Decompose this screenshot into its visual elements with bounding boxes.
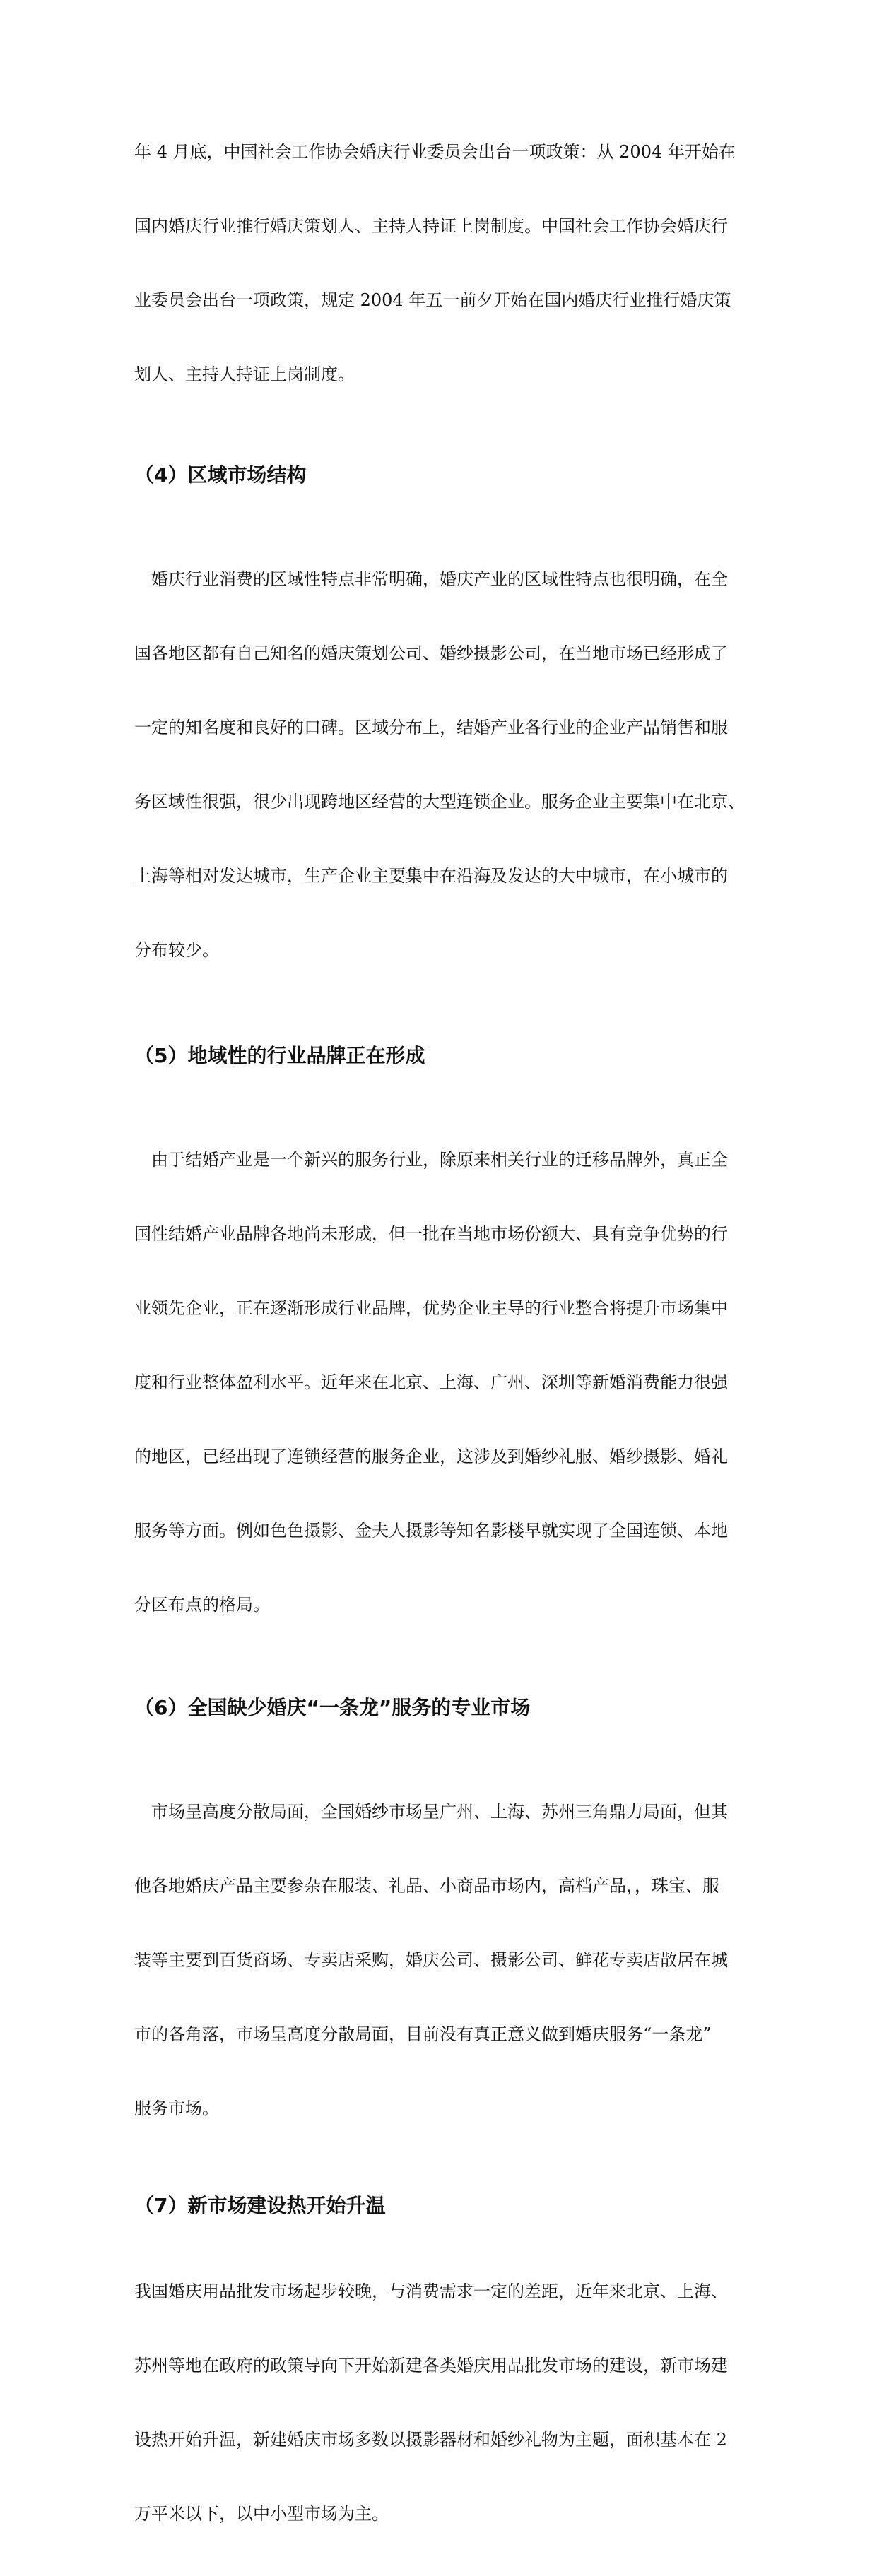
section-heading-4: （4）区域市场结构 — [134, 463, 307, 487]
text-line: 由于结婚产业是一个新兴的服务行业，除原来相关行业的迁移品牌外，真正全 — [134, 1150, 728, 1170]
text-line: 业领先企业，正在逐渐形成行业品牌，优势企业主导的行业整合将提升市场集中 — [134, 1298, 728, 1318]
section-4-paragraph — [134, 518, 756, 1012]
section-heading-5: （5）地域性的行业品牌正在形成 — [134, 1044, 425, 1067]
text-line: 市场呈高度分散局面，全国婚纱市场呈广州、上海、苏州三角鼎力局面，但其 — [134, 1802, 728, 1822]
text-line: 上海等相对发达城市，生产企业主要集中在沿海及发达的大中城市，在小城市的 — [134, 866, 728, 886]
text-line: 国内婚庆行业推行婚庆策划人、主持人持证上岗制度。中国社会工作协会婚庆行 — [134, 216, 728, 236]
text-line: 分布较少。 — [134, 940, 219, 960]
text-line: 务区域性很强，很少出现跨地区经营的大型连锁企业。服务企业主要集中在北京、 — [134, 792, 745, 812]
text-line: 年 4 月底，中国社会工作协会婚庆行业委员会出台一项政策：从 2004 年开始在 — [134, 142, 736, 162]
text-line: 国各地区都有自己知名的婚庆策划公司、婚纱摄影公司，在当地市场已经形成了 — [134, 643, 728, 663]
text-line: 设热开始升温，新建婚庆市场多数以摄影器材和婚纱礼物为主题，面积基本在 2 — [134, 2430, 727, 2450]
text-line: 一定的知名度和良好的口碑。区域分布上，结婚产业各行业的企业产品销售和服 — [134, 718, 728, 737]
intro-paragraph — [134, 90, 756, 437]
text-line: 服务市场。 — [134, 2099, 219, 2118]
text-line: 我国婚庆用品批发市场起步较晚，与消费需求一定的差距，近年来北京、上海、 — [134, 2281, 728, 2301]
text-line: 的地区，已经出现了连锁经营的服务企业，这涉及到婚纱礼服、婚纱摄影、婚礼 — [134, 1447, 728, 1466]
text-line: 业委员会出台一项政策，规定 2004 年五一前夕开始在国内婚庆行业推行婚庆策 — [134, 290, 731, 310]
text-line: 国性结婚产业品牌各地尚未形成，但一批在当地市场份额大、具有竞争优势的行 — [134, 1224, 728, 1244]
text-line: 苏州等地在政府的政策导向下开始新建各类婚庆用品批发市场的建设，新市场建 — [134, 2356, 728, 2375]
text-line: 划人、主持人持证上岗制度。 — [134, 364, 355, 384]
text-line: 分区布点的格局。 — [134, 1595, 270, 1615]
document-page — [134, 90, 756, 2576]
text-line: 万平米以下，以中小型市场为主。 — [134, 2504, 389, 2524]
text-line: 度和行业整体盈利水平。近年来在北京、上海、广州、深圳等新婚消费能力很强 — [134, 1372, 728, 1392]
text-line: 装等主要到百货商场、专卖店采购，婚庆公司、摄影公司、鲜花专卖店散居在城 — [134, 1950, 728, 1970]
text-line: 婚庆行业消费的区域性特点非常明确，婚庆产业的区域性特点也很明确，在全 — [134, 569, 728, 589]
text-line: 市的各角落，市场呈高度分散局面，目前没有真正意义做到婚庆服务“一条龙” — [134, 2024, 712, 2044]
section-7-paragraph — [134, 2230, 756, 2576]
text-line: 服务等方面。例如色色摄影、金夫人摄影等知名影楼早就实现了全国连锁、本地 — [134, 1521, 728, 1541]
section-heading-6: （6）全国缺少婚庆“一条龙”服务的专业市场 — [134, 1696, 531, 1719]
section-6-paragraph — [134, 1750, 756, 2171]
text-line: 他各地婚庆产品主要参杂在服装、礼品、小商品市场内，高档产品，，珠宝、服 — [134, 1876, 719, 1896]
section-5-paragraph — [134, 1098, 756, 1667]
section-heading-7: （7）新市场建设热开始升温 — [134, 2194, 386, 2217]
